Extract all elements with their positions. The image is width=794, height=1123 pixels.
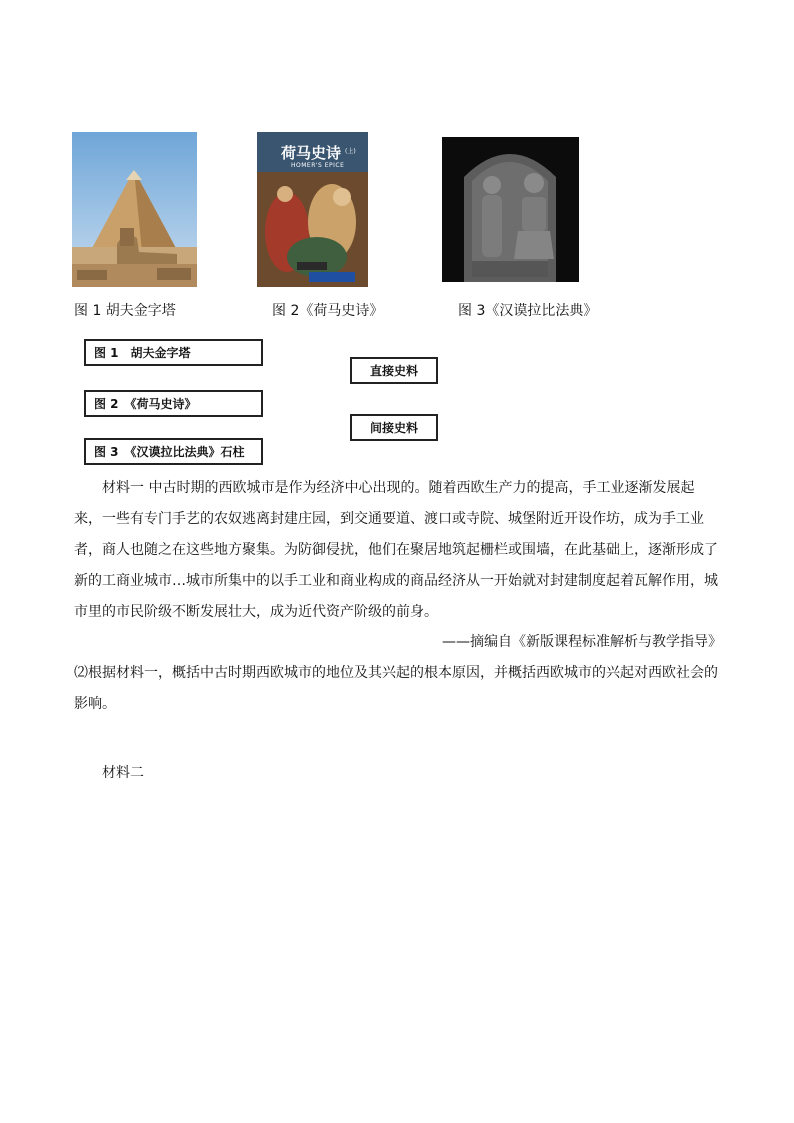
book-subtitle: HOMER'S EPICE [291,162,345,169]
figure3-caption: 图 3《汉谟拉比法典》 [458,303,598,319]
book-volume: (上) [345,148,356,155]
match-left-item-2: 图 2 《荷马史诗》 [84,390,263,417]
match-right-item-1: 直接史料 [350,357,438,384]
publisher-badge [309,272,355,282]
match-right-item-2: 间接史料 [350,414,438,441]
match-left-item-1: 图 1 胡夫金字塔 [84,339,263,366]
question2-text: ⑵根据材料一，概括中古时期西欧城市的地位及其兴起的根本原因，并概括西欧城市的兴起对西欧社会的影响。 [74,665,718,712]
pyramid-image [72,132,197,287]
material2-label: 材料二 [102,765,144,781]
homer-book-cover [257,132,368,287]
figure2-caption: 图 2《荷马史诗》 [272,303,384,319]
match-left-item-3: 图 3 《汉谟拉比法典》石柱 [84,438,263,465]
figure1-caption: 图 1 胡夫金字塔 [74,303,176,319]
book-title: 荷马史诗 [281,144,342,162]
material1-paragraph: 材料一 中古时期的西欧城市是作为经济中心出现的。随着西欧生产力的提高，手工业逐渐发展起来，一些有专门手艺的农奴逃离封建庄园，到交通要道、渡口或寺院、城堡附近开设作坊，成为手工业者，商人也随之在这些地方聚集。为防御侵扰，他们在聚居地筑起栅栏或围墙，在此基础上，逐渐形成了新的工商业城市…城市所集中的以手工业和商业构成的商品经济从一开始就对封建制度起着瓦解作用，城市里的市民阶级不断发展壮大，成为近代资产阶级的前身。 [74,480,718,620]
material1-source: ——摘编自《新版课程标准解析与教学指导》 [442,634,722,650]
hammurabi-stele-image [442,137,579,282]
